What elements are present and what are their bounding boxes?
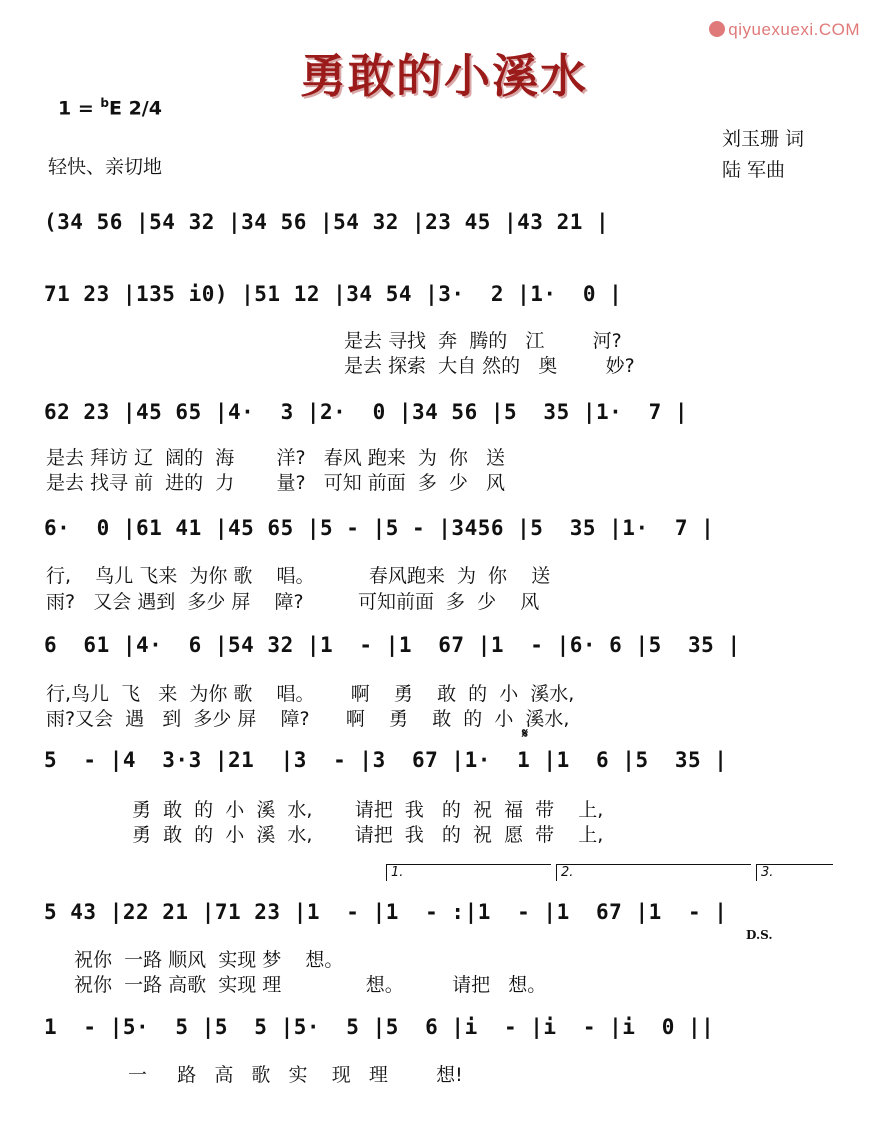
notation-line-3: 62 23 |45 65 |4· 3 |2· 0 |34 56 |5 35 |1· 7 | <box>44 400 689 424</box>
dal-segno-marking: D.S. <box>746 928 773 942</box>
lyric-line-5-verse-1: 行,鸟儿 飞 来 为你 歌 唱。 啊 勇 敢 的 小 溪水, <box>46 683 575 705</box>
composer-credit: 陆 军曲 <box>722 159 786 181</box>
lyricist-credit: 刘玉珊 词 <box>722 128 805 150</box>
lyric-line-5-verse-2: 雨?又会 遇 到 多少 屏 障? 啊 勇 敢 的 小 溪水, <box>46 708 570 730</box>
song-title: 勇敢的小溪水 <box>300 49 588 103</box>
notation-line-2: 71 23 |135 i0) |51 12 |34 54 |3· 2 |1· 0 | <box>44 282 623 306</box>
segno-icon: 𝄋 <box>522 726 529 742</box>
volta-1: 1. <box>386 864 551 881</box>
tempo-marking: 轻快、亲切地 <box>48 156 163 178</box>
lyric-line-7-verse-2: 祝你 一路 高歌 实现 理 想。 请把 想。 <box>74 974 547 996</box>
notation-line-5: 6 61 |4· 6 |54 32 |1 - |1 67 |1 - |6· 6 |5 35 | <box>44 633 741 657</box>
lyric-line-3-verse-1: 是去 拜访 辽 阔的 海 洋? 春风 跑来 为 你 送 <box>46 447 506 469</box>
lyric-line-2-verse-1: 是去 寻找 奔 腾的 江 河? <box>344 330 622 352</box>
lyric-line-6-verse-1: 勇 敢 的 小 溪 水, 请把 我 的 祝 福 带 上, <box>132 799 604 821</box>
key-signature: 1 = $^b$E 2/4 <box>58 96 162 120</box>
watermark-text: qiyuexuexi.COM <box>728 20 860 39</box>
notation-line-6: 5 - |4 3·3 |21 |3 - |3 67 |1· 1 |1 6 |5 35 | <box>44 748 728 772</box>
lyric-line-2-verse-2: 是去 探索 大自 然的 奥 妙? <box>344 355 635 377</box>
lyric-line-4-verse-1: 行, 鸟儿 飞来 为你 歌 唱。 春风跑来 为 你 送 <box>46 565 551 587</box>
lyric-line-6-verse-2: 勇 敢 的 小 溪 水, 请把 我 的 祝 愿 带 上, <box>132 824 604 846</box>
notation-line-4: 6· 0 |61 41 |45 65 |5 - |5 - |3456 |5 35 |1· 7 | <box>44 516 715 540</box>
lyric-line-8: 一 路 高 歌 实 现 理 想! <box>128 1064 463 1086</box>
notation-line-8: 1 - |5· 5 |5 5 |5· 5 |5 6 |i - |i - |i 0 || <box>44 1015 715 1039</box>
watermark-logo-icon <box>709 21 725 37</box>
lyric-line-4-verse-2: 雨? 又会 遇到 多少 屏 障? 可知前面 多 少 风 <box>46 591 540 613</box>
volta-2: 2. <box>556 864 751 881</box>
site-watermark <box>709 20 860 40</box>
notation-line-7: 5 43 |22 21 |71 23 |1 - |1 - :|1 - |1 67 |1 - | <box>44 900 728 924</box>
score-line-1 <box>0 210 888 270</box>
volta-3: 3. <box>756 864 833 881</box>
notation-line-1: (34 56 |54 32 |34 56 |54 32 |23 45 |43 21 | <box>44 210 610 234</box>
lyric-line-7-verse-1: 祝你 一路 顺风 实现 梦 想。 <box>74 949 344 971</box>
lyric-line-3-verse-2: 是去 找寻 前 进的 力 量? 可知 前面 多 少 风 <box>46 472 506 494</box>
